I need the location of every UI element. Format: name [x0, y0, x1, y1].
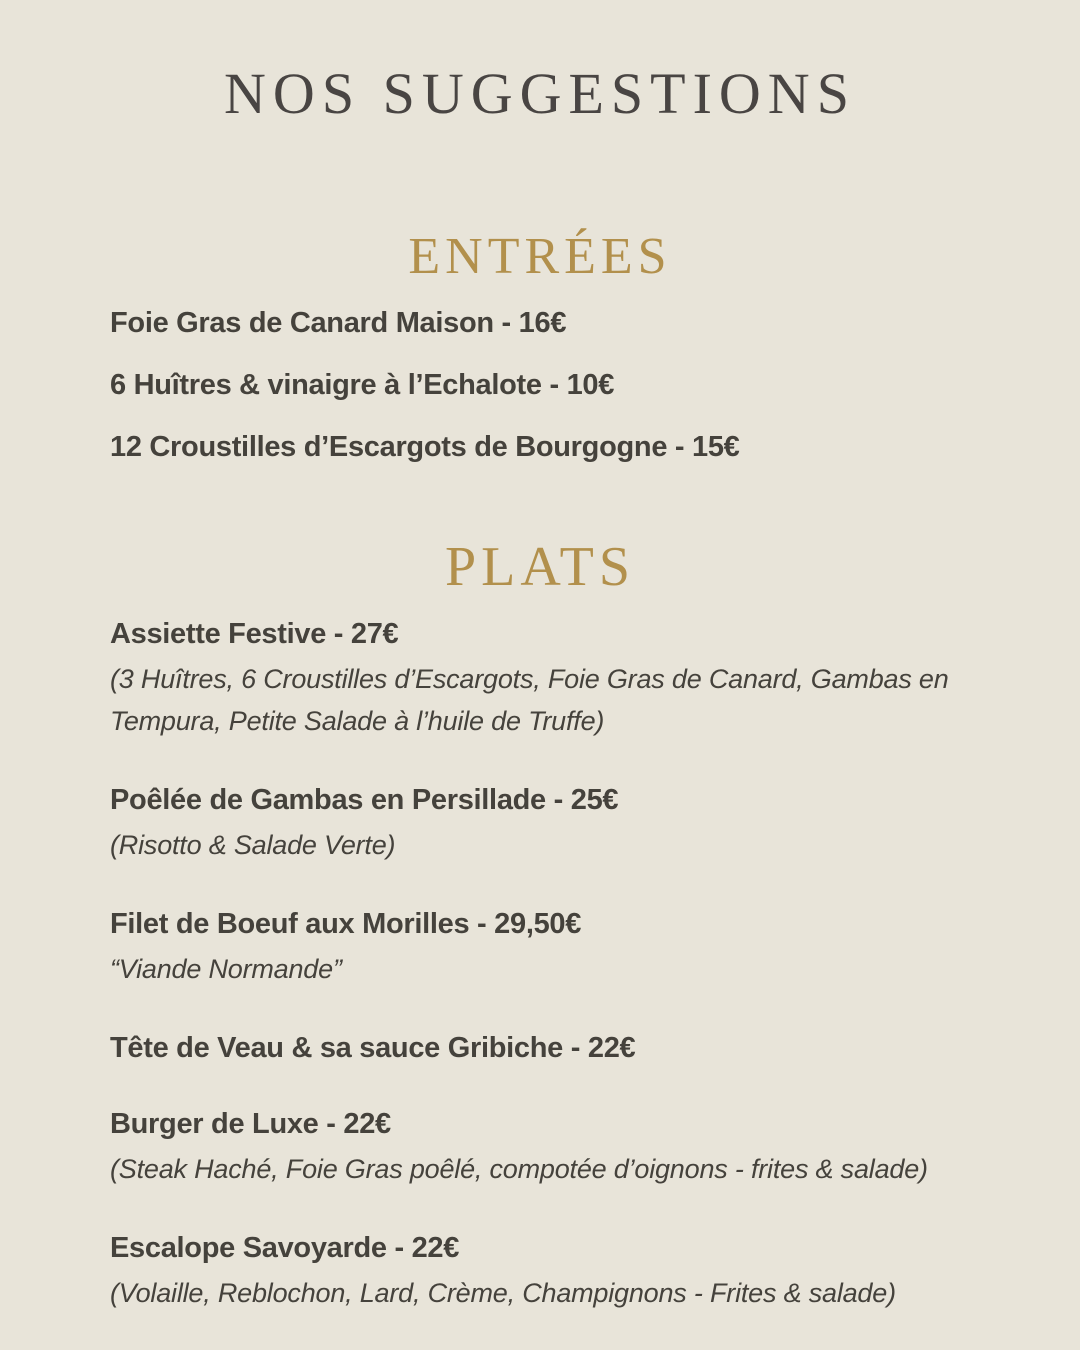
menu-item-name: Burger de Luxe - 22€ [110, 1108, 391, 1140]
section-entrees [110, 223, 970, 464]
menu-item [110, 306, 970, 340]
menu-item-name: Foie Gras de Canard Maison - 16€ [110, 307, 567, 339]
menu-item-name: 6 Huîtres & vinaigre à l’Echalote - 10€ [110, 369, 615, 401]
menu-item [110, 430, 970, 464]
menu-item-description: (Risotto & Salade Verte) [110, 830, 396, 860]
menu-item [110, 1230, 970, 1314]
menu-item-description: “Viande Normande” [110, 954, 342, 984]
menu-item [110, 368, 970, 402]
menu-item [110, 616, 970, 742]
menu-item-description: (Volaille, Reblochon, Lard, Crème, Champignons - Frites & salade) [110, 1278, 896, 1308]
menu-item [110, 1106, 970, 1190]
menu-item-description: (3 Huîtres, 6 Croustilles d’Escargots, Foie Gras de Canard, Gambas en Tempura, Petite Salade à l’huile de Truffe) [110, 664, 949, 736]
menu-item-name: Assiette Festive - 27€ [110, 618, 399, 650]
plats-item-list [110, 616, 970, 1314]
entrees-item-list [110, 306, 970, 464]
menu-item-description: (Steak Haché, Foie Gras poêlé, compotée d’oignons - frites & salade) [110, 1154, 928, 1184]
menu-item-name: Poêlée de Gambas en Persillade - 25€ [110, 784, 619, 816]
menu-item-name: 12 Croustilles d’Escargots de Bourgogne - 15€ [110, 431, 740, 463]
menu-item [110, 782, 970, 866]
menu-item-name: Filet de Boeuf aux Morilles - 29,50€ [110, 908, 582, 940]
section-title-entrees: ENTRÉES [408, 228, 672, 285]
menu-item [110, 906, 970, 990]
menu-item [110, 1030, 970, 1066]
section-plats [110, 531, 970, 1314]
section-title-plats: PLATS [445, 536, 635, 598]
menu-item-name: Tête de Veau & sa sauce Gribiche - 22€ [110, 1032, 636, 1064]
menu-item-name: Escalope Savoyarde - 22€ [110, 1232, 460, 1264]
page-title: NOS SUGGESTIONS [224, 61, 856, 126]
